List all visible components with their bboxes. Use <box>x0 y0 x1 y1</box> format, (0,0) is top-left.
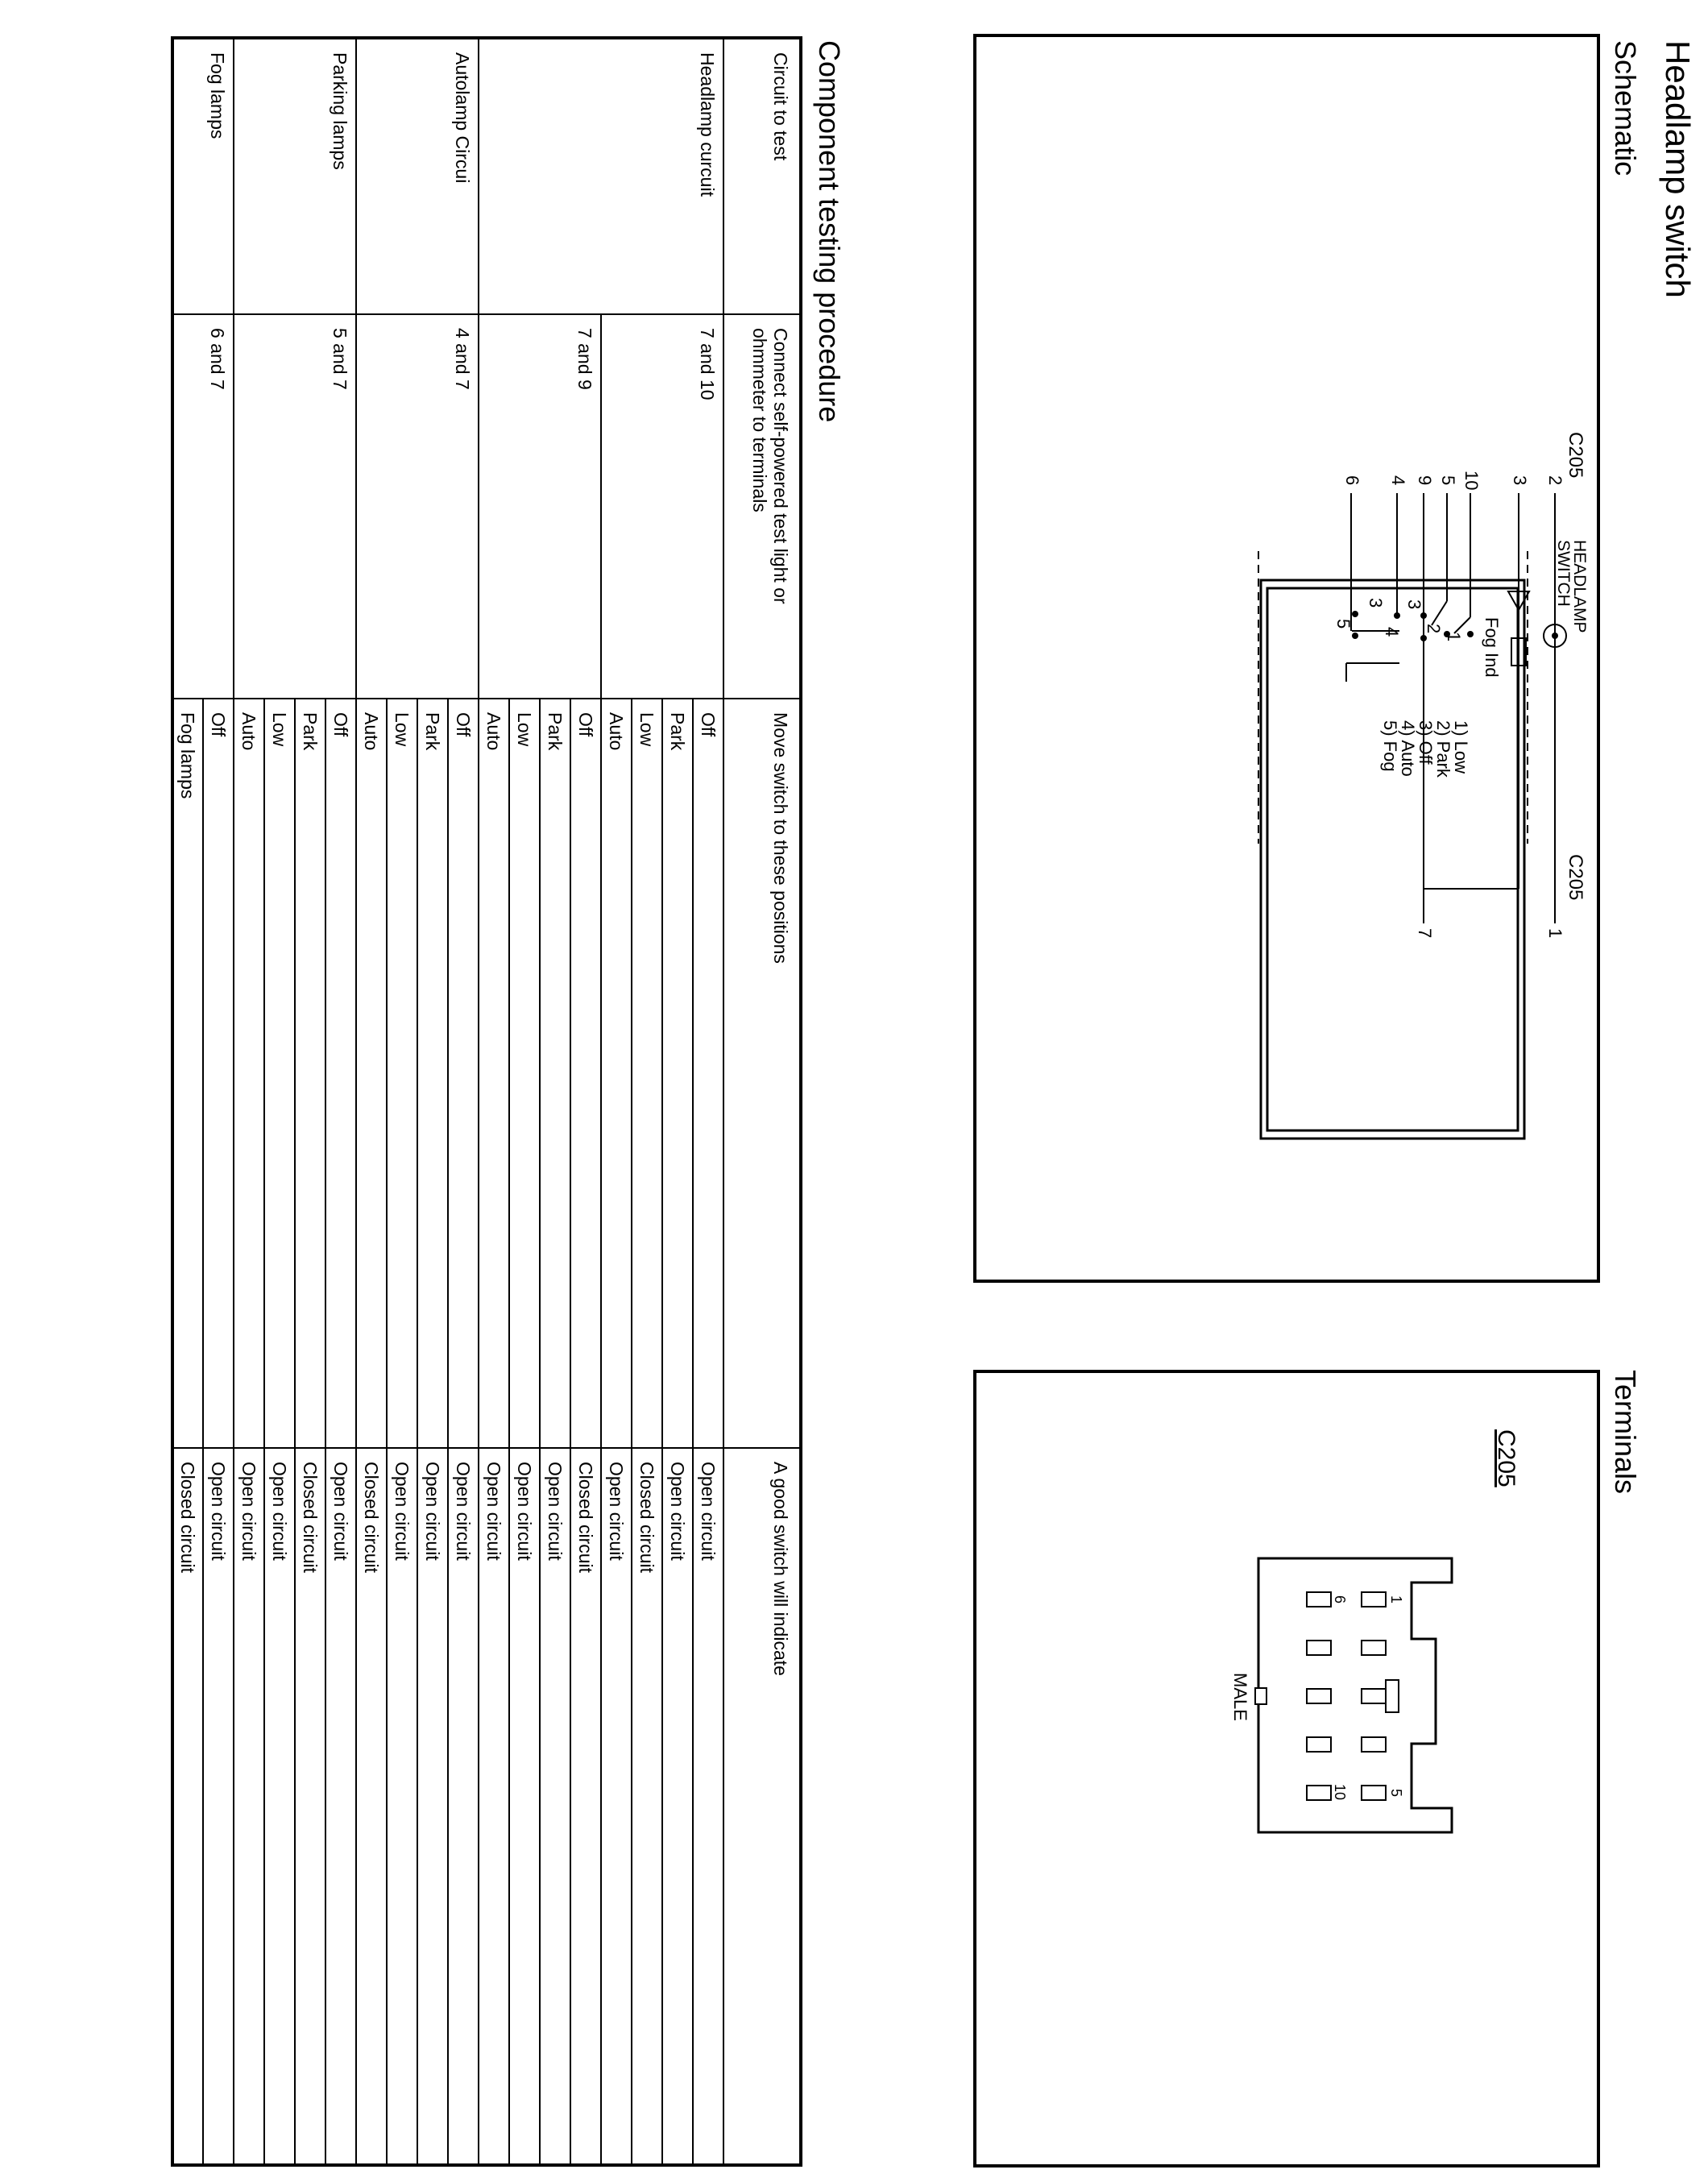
terminals-cell <box>172 314 203 699</box>
position-cell: Low <box>387 699 417 1448</box>
table-row <box>479 38 509 2165</box>
circuit-cell: Headlamp curcuit <box>693 38 723 314</box>
position-cell: Off <box>325 699 356 1448</box>
connector-label-right: C205 <box>1565 854 1586 901</box>
table-row <box>387 38 417 2165</box>
switch-label-line1: HEADLAMP <box>1570 540 1589 633</box>
terminal-pin-label-10: 10 <box>1332 1784 1348 1801</box>
contact-label-3: 3 <box>1404 599 1424 610</box>
table-row <box>417 38 448 2165</box>
legend-auto: 4) Auto <box>1398 720 1418 777</box>
result-cell: Closed circuit <box>632 1448 662 2165</box>
result-cell: Open circuit <box>693 1448 723 2165</box>
position-cell: Park <box>662 699 693 1448</box>
result-cell: Closed circuit <box>570 1448 601 2165</box>
terminals-cell <box>264 314 295 699</box>
legend-park: 2) Park <box>1433 720 1453 778</box>
circuit-cell <box>234 38 264 314</box>
position-cell: Low <box>509 699 540 1448</box>
table-row <box>509 38 540 2165</box>
position-cell: Auto <box>234 699 264 1448</box>
circuit-cell <box>295 38 325 314</box>
circuit-cell <box>632 38 662 314</box>
result-cell: Open circuit <box>387 1448 417 2165</box>
circuit-cell: Fog lamps <box>203 38 234 314</box>
circuit-cell <box>540 38 570 314</box>
pin-label-4: 4 <box>1388 475 1408 486</box>
switch-label-line2: SWITCH <box>1554 540 1573 607</box>
circuit-cell <box>264 38 295 314</box>
col-header-circuit: Circuit to test <box>723 38 801 314</box>
pin-label-7: 7 <box>1415 928 1435 939</box>
schematic-panel <box>973 34 1600 1283</box>
circuit-cell <box>601 38 632 314</box>
position-cell: Off <box>570 699 601 1448</box>
table-row <box>234 38 264 2165</box>
page-title: Headlamp switch <box>1659 40 1697 298</box>
table-row <box>632 38 662 2165</box>
table-row <box>295 38 325 2165</box>
position-cell: Off <box>448 699 479 1448</box>
pin-cavity-10 <box>1307 1786 1331 1800</box>
position-cell: Auto <box>479 699 509 1448</box>
fog-ind-label: Fog Ind <box>1482 617 1502 678</box>
position-cell: Off <box>693 699 723 1448</box>
c205-connector-face <box>976 1373 1597 2164</box>
result-cell: Open circuit <box>448 1448 479 2165</box>
connector-label-left: C205 <box>1565 432 1586 479</box>
table-row <box>693 38 723 2165</box>
pin-cavity-5 <box>1362 1786 1386 1800</box>
contact-label-4: 4 <box>1382 627 1402 637</box>
result-cell: Open circuit <box>417 1448 448 2165</box>
contact-arm-1 <box>1454 617 1470 633</box>
terminals-heading: Terminals <box>1609 1370 1642 1495</box>
table-row <box>601 38 632 2165</box>
circuit-cell <box>662 38 693 314</box>
result-cell: Open circuit <box>662 1448 693 2165</box>
circuit-cell <box>356 38 387 314</box>
result-cell: Open circuit <box>479 1448 509 2165</box>
terminals-cell <box>662 314 693 699</box>
pin-label-1: 1 <box>1545 928 1565 939</box>
legend-fog: 5) Fog <box>1380 720 1400 772</box>
result-cell: Open circuit <box>540 1448 570 2165</box>
position-cell: Off <box>203 699 234 1448</box>
pin-label-3: 3 <box>1510 475 1530 486</box>
circuit-cell <box>570 38 601 314</box>
table-row <box>570 38 601 2165</box>
result-cell: Open circuit <box>203 1448 234 2165</box>
col-header-terminals: Connect self-powered test light or ohmmeter to terminals <box>723 314 801 699</box>
terminals-cell <box>356 314 387 699</box>
terminals-cell <box>479 314 509 699</box>
result-cell: Closed circuit <box>295 1448 325 2165</box>
result-cell: Open circuit <box>325 1448 356 2165</box>
table-row <box>662 38 693 2165</box>
pin-label-6: 6 <box>1342 475 1362 486</box>
terminal-pin-label-6: 6 <box>1332 1595 1348 1604</box>
table-row <box>356 38 387 2165</box>
circuit-cell: Parking lamps <box>325 38 356 314</box>
contact-label-5: 5 <box>1333 619 1354 629</box>
position-cell: Park <box>295 699 325 1448</box>
contact-label-3b: 3 <box>1366 598 1386 608</box>
result-cell: Open circuit <box>234 1448 264 2165</box>
table-row <box>172 38 203 2165</box>
pin-label-5: 5 <box>1438 475 1458 486</box>
contact-arm-2 <box>1432 601 1447 625</box>
position-cell: Fog lamps <box>172 699 203 1448</box>
terminals-cell: 7 and 9 <box>570 314 601 699</box>
pin-label-9: 9 <box>1415 475 1435 486</box>
circuit-cell <box>509 38 540 314</box>
result-cell: Open circuit <box>264 1448 295 2165</box>
component-testing-heading: Component testing procedure <box>813 40 846 423</box>
terminals-cell <box>417 314 448 699</box>
terminals-cell <box>540 314 570 699</box>
terminals-cell: 4 and 7 <box>448 314 479 699</box>
circuit-cell <box>417 38 448 314</box>
terminals-cell: 6 and 7 <box>203 314 234 699</box>
switch-housing-inner <box>1267 588 1518 1130</box>
pin-label-2: 2 <box>1545 475 1565 486</box>
position-cell: Park <box>417 699 448 1448</box>
circuit-cell <box>479 38 509 314</box>
result-cell: Closed circuit <box>356 1448 387 2165</box>
pin-label-10: 10 <box>1461 471 1482 491</box>
contact-label-1: 1 <box>1444 632 1464 642</box>
table-row <box>540 38 570 2165</box>
terminals-cell <box>387 314 417 699</box>
result-cell: Open circuit <box>601 1448 632 2165</box>
terminal-pin-label-5: 5 <box>1388 1789 1404 1798</box>
terminals-cell <box>632 314 662 699</box>
terminals-cell: 5 and 7 <box>325 314 356 699</box>
headlamp-switch-schematic <box>976 37 1597 1280</box>
terminals-cell <box>601 314 632 699</box>
result-cell: Open circuit <box>509 1448 540 2165</box>
position-cell: Auto <box>601 699 632 1448</box>
component-testing-table <box>171 36 802 2167</box>
terminals-cell <box>509 314 540 699</box>
position-cell: Auto <box>356 699 387 1448</box>
table-row <box>203 38 234 2165</box>
circuit-cell <box>172 38 203 314</box>
col-header-positions: Move switch to these positions <box>723 699 801 1448</box>
table-row <box>448 38 479 2165</box>
circuit-cell <box>387 38 417 314</box>
terminals-cell <box>295 314 325 699</box>
contact-label-2: 2 <box>1424 624 1444 634</box>
pin-cavity-1 <box>1362 1592 1386 1607</box>
table-header-row <box>723 38 801 2165</box>
male-label: MALE <box>1230 1673 1250 1721</box>
circuit-cell: Autolamp Circui <box>448 38 479 314</box>
schematic-heading: Schematic <box>1609 40 1642 176</box>
terminals-cell: 7 and 10 <box>693 314 723 699</box>
locking-tab <box>1386 1680 1399 1712</box>
legend-low: 1) Low <box>1451 720 1471 774</box>
connector-name: C205 <box>1493 1429 1519 1487</box>
terminals-panel <box>973 1370 1600 2167</box>
legend-off: 3) Off <box>1416 720 1436 765</box>
position-cell: Low <box>264 699 295 1448</box>
col-header-result: A good switch will indicate <box>723 1448 801 2165</box>
pin-cavity-6 <box>1307 1592 1331 1607</box>
position-cell: Low <box>632 699 662 1448</box>
terminal-pin-label-1: 1 <box>1388 1595 1404 1604</box>
result-cell: Closed circuit <box>172 1448 203 2165</box>
table-row <box>325 38 356 2165</box>
position-cell: Park <box>540 699 570 1448</box>
terminals-cell <box>234 314 264 699</box>
table-row <box>264 38 295 2165</box>
connector-outline <box>1258 1558 1452 1832</box>
